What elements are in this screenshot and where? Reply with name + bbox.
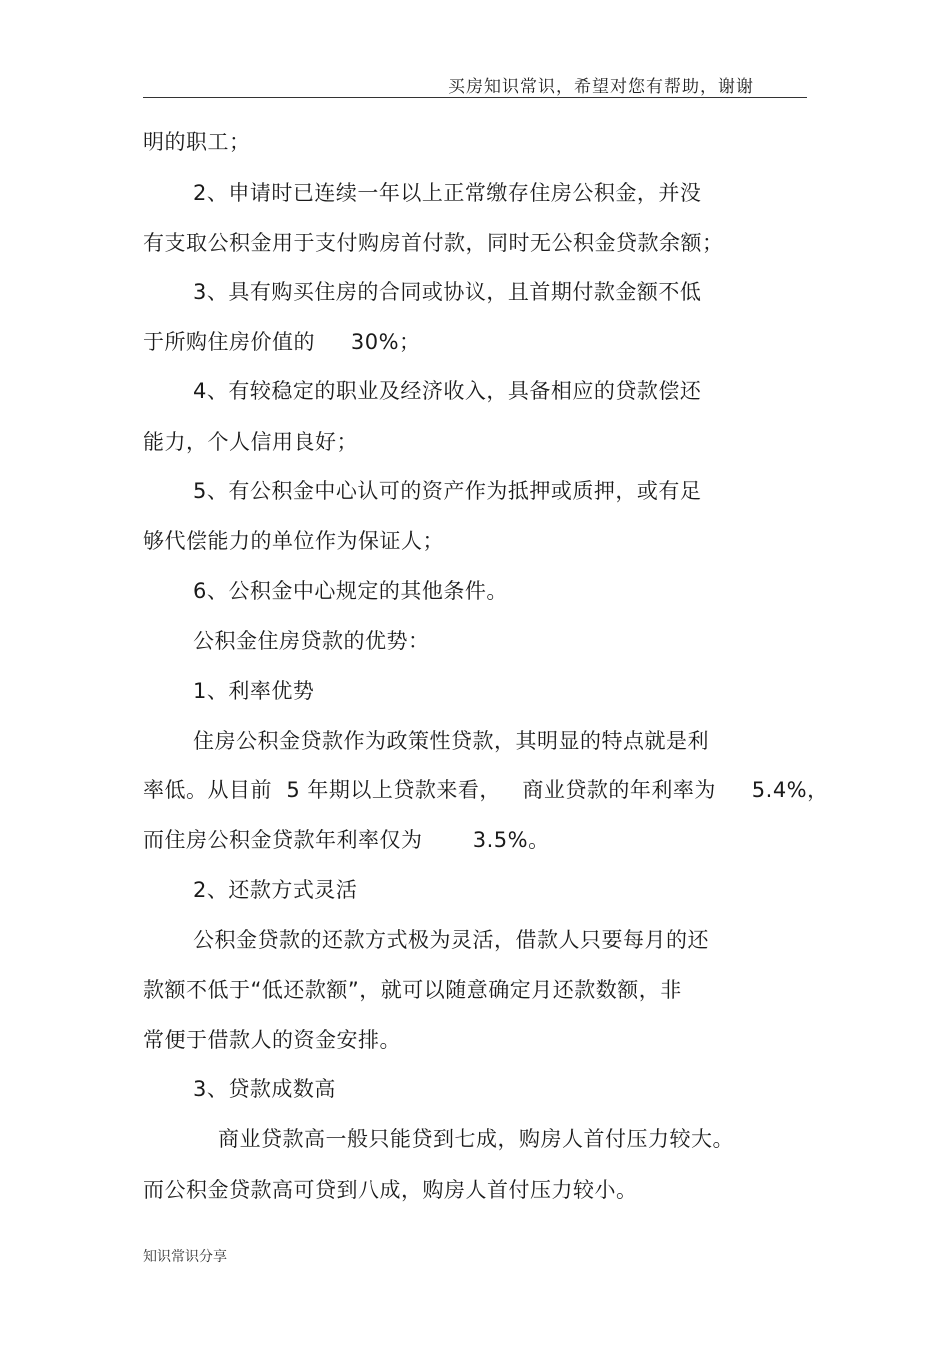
section-heading: 公积金住房贷款的优势： <box>193 629 430 653</box>
subsection-heading: 3、贷款成数高 <box>193 1077 336 1101</box>
text-line: 住房公积金贷款作为政策性贷款，其明显的特点就是利 <box>193 729 709 753</box>
text-line: 4、有较稳定的职业及经济收入，具备相应的贷款偿还 <box>193 379 702 403</box>
subsection-heading: 2、还款方式灵活 <box>193 878 358 902</box>
page-header: 买房知识常识，希望对您有帮助，谢谢 <box>448 77 754 97</box>
text-line: 明的职工； <box>143 130 251 154</box>
text-line: 能力，个人信用良好； <box>143 430 358 454</box>
text-line: 公积金贷款的还款方式极为灵活，借款人只要每月的还 <box>193 928 709 952</box>
header-divider <box>143 97 807 98</box>
text-line: 于所购住房价值的 30%； <box>143 330 421 354</box>
text-line: 款额不低于“低还款额”，就可以随意确定月还款数额，非 <box>143 978 682 1002</box>
subsection-heading: 1、利率优势 <box>193 679 315 703</box>
text-line: 常便于借款人的资金安排。 <box>143 1028 401 1052</box>
text-line: 2、申请时已连续一年以上正常缴存住房公积金，并没 <box>193 181 702 205</box>
text-line: 商业贷款高一般只能贷到七成，购房人首付压力较大。 <box>218 1127 734 1151</box>
text-line: 够代偿能力的单位作为保证人； <box>143 529 444 553</box>
text-line: 3、具有购买住房的合同或协议，且首期付款金额不低 <box>193 280 702 304</box>
page-footer: 知识常识分享 <box>143 1249 227 1265</box>
text-line: 6、公积金中心规定的其他条件。 <box>193 579 508 603</box>
text-line: 有支取公积金用于支付购房首付款，同时无公积金贷款余额； <box>143 231 724 255</box>
text-line: 而住房公积金贷款年利率仅为 3.5%。 <box>143 828 550 852</box>
text-line: 而公积金贷款高可贷到八成，购房人首付压力较小。 <box>143 1178 638 1202</box>
text-line: 率低。从目前 5 年期以上贷款来看， 商业贷款的年利率为 5.4%， <box>143 778 829 802</box>
text-line: 5、有公积金中心认可的资产作为抵押或质押，或有足 <box>193 479 702 503</box>
